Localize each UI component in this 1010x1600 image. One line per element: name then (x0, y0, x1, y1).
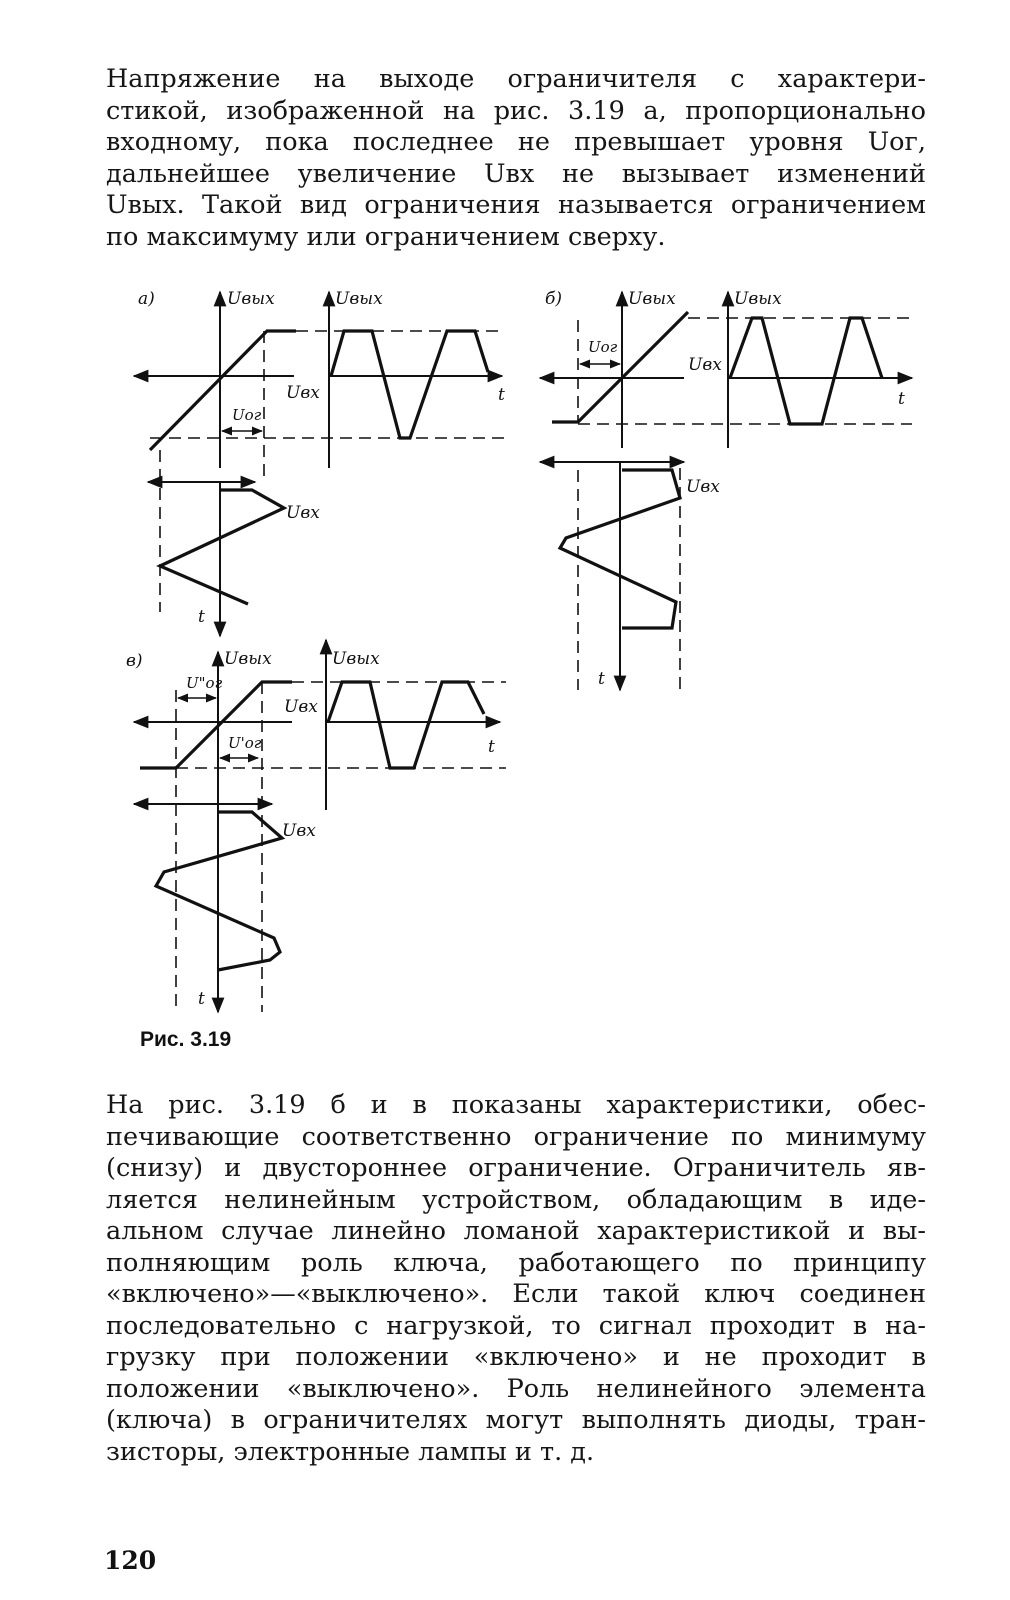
label-u-in-wave: Uвх (286, 503, 320, 523)
label-u-out: Uвых (227, 289, 275, 309)
characteristic-curve (140, 682, 292, 768)
label-u-og: Uог (232, 406, 262, 424)
page-number: 120 (104, 1546, 157, 1575)
label-u-in: Uвх (688, 355, 722, 375)
label-t-in: t (598, 669, 605, 689)
panel-v-letter: в) (126, 651, 143, 671)
text-line: (ключа) в ограничителях могут выполнять диоды, тран- (106, 1405, 926, 1435)
label-u-og: Uог (588, 338, 618, 356)
panel-v (126, 640, 506, 1012)
label-u-in: Uвх (284, 697, 318, 717)
panel-a-letter: а) (138, 289, 155, 309)
characteristic-curve (150, 331, 296, 450)
label-u-out: Uвых (224, 649, 272, 669)
text-line: входному, пока последнее не превышает уровня Uог, (106, 127, 926, 157)
text-line: зисторы, электронные лампы и т. д. (106, 1436, 595, 1467)
text-line: последовательно с нагрузкой, то сигнал проходит в на- (106, 1310, 926, 1341)
characteristic-curve (552, 312, 688, 422)
label-t: t (898, 389, 905, 409)
text-line: печивающие соответственно ограничение по минимуму (106, 1121, 926, 1152)
label-t-in: t (198, 989, 205, 1009)
text-line: ляется нелинейным устройством, обладающим в иде- (106, 1184, 926, 1215)
text-line: Uвых. Такой вид ограничения называется ограничением (106, 190, 926, 220)
label-u-og1: U'ог (228, 734, 262, 752)
input-waveform (160, 490, 284, 604)
output-waveform (730, 318, 882, 424)
label-t: t (488, 737, 495, 757)
label-u-in-wave: Uвх (686, 477, 720, 497)
panel-a (134, 289, 505, 636)
panel-b (540, 289, 912, 690)
label-u-og2: U"ог (186, 674, 223, 692)
label-u-in-wave: Uвх (282, 821, 316, 841)
label-u-in: Uвх (286, 383, 320, 403)
text-line: На рис. 3.19 б и в показаны характеристики, обес- (106, 1090, 926, 1120)
label-t-in: t (198, 607, 205, 627)
figure-caption: Рис. 3.19 (140, 1028, 232, 1051)
text-line: полняющим роль ключа, работающего по принципу (106, 1247, 926, 1278)
text-line: Напряжение на выходе ограничителя с характери- (106, 64, 926, 94)
text-line: «включено»—«выключено». Если такой ключ соединен (106, 1279, 926, 1309)
label-u-out-2: Uвых (335, 289, 383, 309)
text-line: (снизу) и двустороннее ограничение. Ограничитель яв- (106, 1153, 926, 1183)
text-line: грузку при положении «включено» и не проходит в (106, 1342, 926, 1372)
label-u-out-2: Uвых (734, 289, 782, 309)
output-waveform (331, 331, 488, 438)
text-line: альном случае линейно ломаной характеристикой и вы- (106, 1216, 926, 1246)
label-t: t (498, 385, 505, 405)
panel-b-letter: б) (545, 289, 563, 309)
text-line: дальнейшее увеличение Uвх не вызывает изменений (106, 158, 926, 189)
label-u-out-2: Uвых (332, 649, 380, 669)
text-line: положении «выключено». Роль нелинейного элемента (106, 1373, 926, 1404)
text-line: стикой, изображенной на рис. 3.19 а, пропорционально (106, 95, 926, 126)
label-u-out: Uвых (628, 289, 676, 309)
output-waveform (328, 682, 484, 768)
paragraph-explanation (106, 1090, 926, 1468)
text-line: по максимуму или ограничением сверху. (106, 221, 666, 252)
